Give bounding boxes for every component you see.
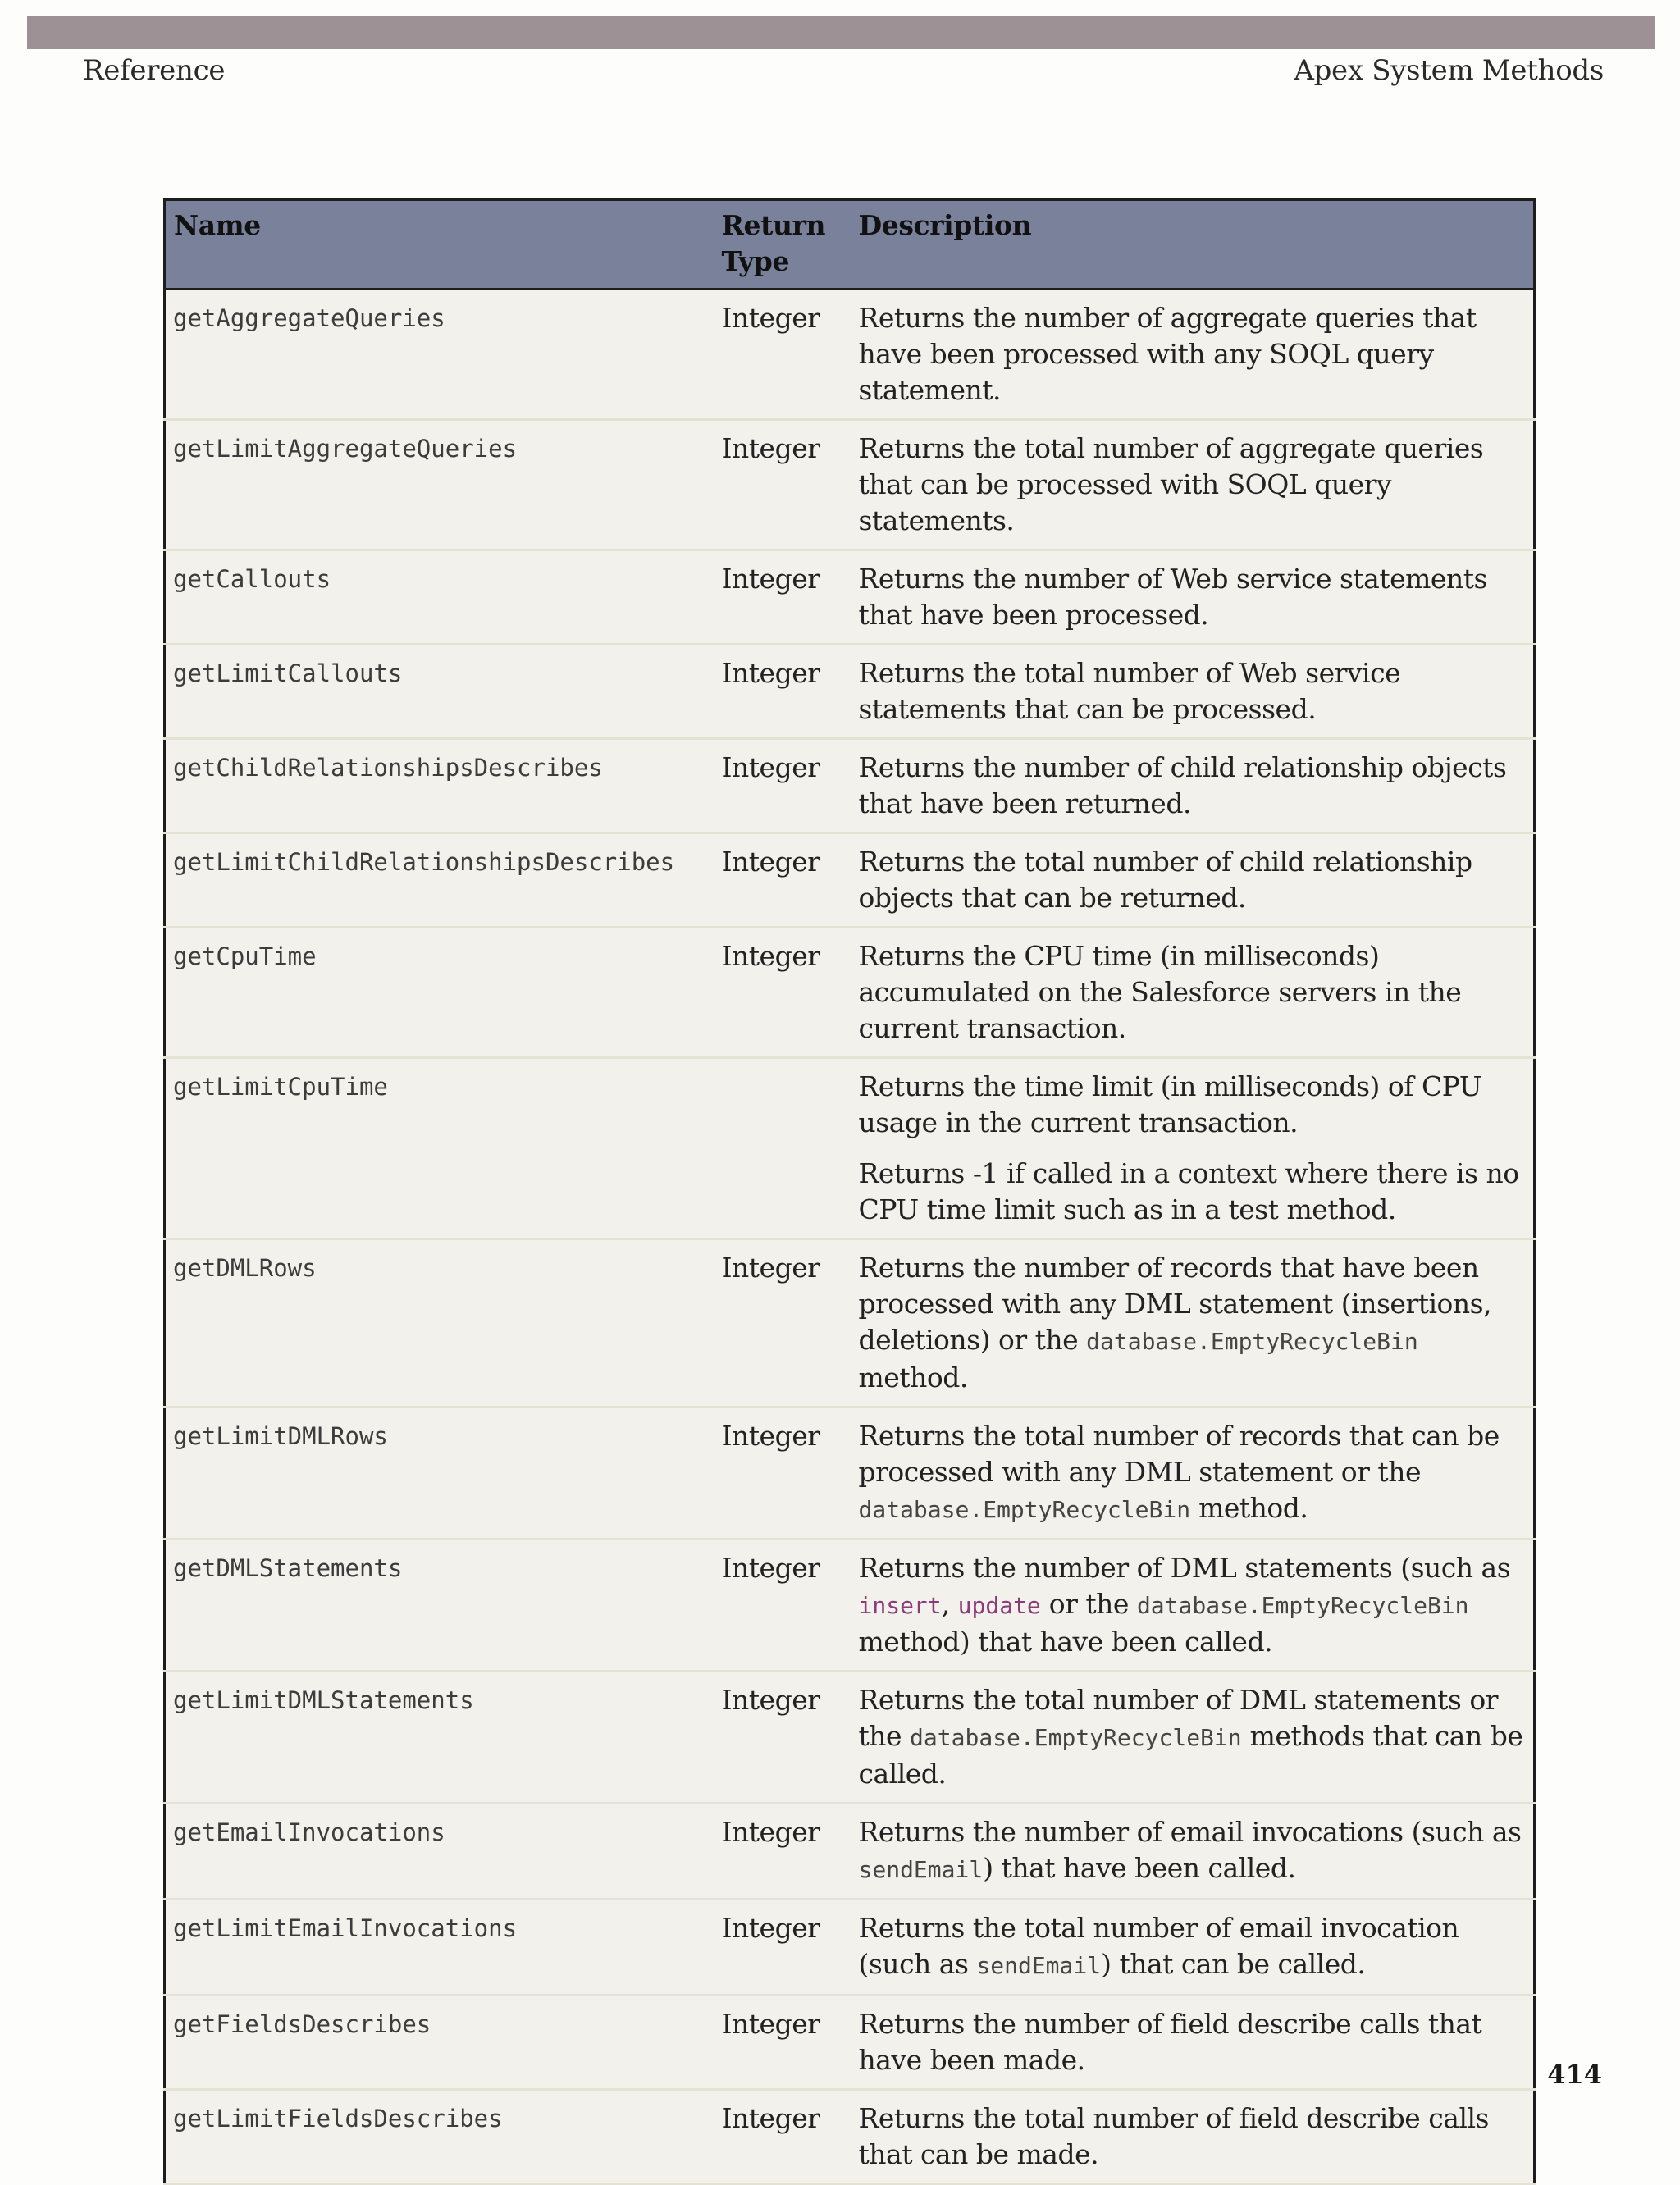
- keyword-insert: insert: [858, 1592, 942, 1619]
- description-paragraph-2: Returns -1 if called in a context where there is no CPU time limit such as in a test method.: [858, 1157, 1519, 1225]
- method-name: getEmailInvocations: [165, 1804, 714, 1900]
- method-description: Returns the CPU time (in milliseconds) accumulated on the Salesforce servers in the current transaction.: [851, 928, 1535, 1058]
- description-text: Returns the total number of DML statements or the: [858, 1684, 1498, 1752]
- return-type: Integer: [714, 833, 851, 928]
- method-description: [851, 1407, 1535, 1540]
- inline-code: database.EmptyRecycleBin: [858, 1496, 1191, 1523]
- description-text: method) that have been called.: [858, 1626, 1273, 1658]
- return-type: Integer: [714, 928, 851, 1058]
- table-row: [165, 1672, 1535, 1804]
- table-row: [165, 2090, 1535, 2184]
- header-description: Description: [851, 200, 1535, 290]
- running-head-left: Reference: [83, 54, 226, 87]
- inline-code: sendEmail: [858, 1856, 984, 1883]
- table-row: [165, 290, 1535, 420]
- running-head-right: Apex System Methods: [1294, 54, 1604, 87]
- description-text: ) that have been called.: [983, 1852, 1296, 1884]
- method-name: getFieldsDescribes: [165, 1996, 714, 2090]
- method-description: Returns the total number of Web service statements that can be processed.: [851, 645, 1535, 739]
- method-name: getLimitAggregateQueries: [165, 420, 714, 550]
- return-type: Integer: [714, 420, 851, 550]
- method-description: [851, 1804, 1535, 1900]
- table-row: [165, 928, 1535, 1058]
- method-description: [851, 1058, 1535, 1239]
- table-row: [165, 1239, 1535, 1407]
- description-text: or the: [1040, 1588, 1137, 1620]
- description-text: ) that can be called.: [1101, 1948, 1366, 1980]
- return-type: [714, 1058, 851, 1239]
- return-type: Integer: [714, 1900, 851, 1996]
- method-description: Returns the number of child relationship objects that have been returned.: [851, 739, 1535, 833]
- method-name: getChildRelationshipsDescribes: [165, 739, 714, 833]
- inline-code: database.EmptyRecycleBin: [910, 1724, 1242, 1751]
- method-description: [851, 1540, 1535, 1672]
- description-text: Returns the number of email invocations (such as: [858, 1816, 1522, 1848]
- top-color-bar: [27, 16, 1655, 49]
- method-description: Returns the total number of child relationship objects that can be returned.: [851, 833, 1535, 928]
- method-name: getCallouts: [165, 550, 714, 645]
- header-return-type: [714, 200, 851, 290]
- table-row: [165, 1058, 1535, 1239]
- table-row: [165, 739, 1535, 833]
- return-type: Integer: [714, 1239, 851, 1407]
- table-row: [165, 833, 1535, 928]
- inline-code: database.EmptyRecycleBin: [1086, 1328, 1418, 1355]
- return-type: Integer: [714, 645, 851, 739]
- table-row: [165, 1407, 1535, 1540]
- method-description: Returns the number of Web service statements that have been processed.: [851, 550, 1535, 645]
- table-row: [165, 1804, 1535, 1900]
- method-name: getLimitEmailInvocations: [165, 1900, 714, 1996]
- method-name: getAggregateQueries: [165, 290, 714, 420]
- table-row: [165, 645, 1535, 739]
- method-name: getLimitCallouts: [165, 645, 714, 739]
- method-description: Returns the number of field describe calls that have been made.: [851, 1996, 1535, 2090]
- description-text: Returns the number of DML statements (such as: [858, 1552, 1511, 1584]
- table-row: [165, 1996, 1535, 2090]
- method-description: Returns the total number of aggregate queries that can be processed with SOQL query statements.: [851, 420, 1535, 550]
- method-description: [851, 1672, 1535, 1804]
- keyword-update: update: [957, 1592, 1041, 1619]
- table-row: [165, 420, 1535, 550]
- method-description: Returns the number of aggregate queries that have been processed with any SOQL query statement.: [851, 290, 1535, 420]
- page-number: 414: [1547, 2059, 1602, 2090]
- inline-code: sendEmail: [976, 1952, 1102, 1979]
- description-text: method.: [858, 1362, 968, 1394]
- method-name: getLimitCpuTime: [165, 1058, 714, 1239]
- description-text: Returns the total number of records that can be processed with any DML statement or the: [858, 1420, 1500, 1488]
- method-name: getLimitChildRelationshipsDescribes: [165, 833, 714, 928]
- method-name: getLimitFieldsDescribes: [165, 2090, 714, 2184]
- table-row: [165, 550, 1535, 645]
- return-type: Integer: [714, 550, 851, 645]
- description-text: ,: [941, 1588, 958, 1620]
- limits-methods-table: [163, 198, 1536, 2185]
- return-type: Integer: [714, 290, 851, 420]
- method-description: [851, 1900, 1535, 1996]
- return-type: Integer: [714, 1804, 851, 1900]
- table-row: [165, 1900, 1535, 1996]
- method-name: getCpuTime: [165, 928, 714, 1058]
- return-type: Integer: [714, 1996, 851, 2090]
- method-name: getLimitDMLRows: [165, 1407, 714, 1540]
- header-return-type-line1: Return: [721, 209, 826, 241]
- return-type: Integer: [714, 1540, 851, 1672]
- table-row: [165, 1540, 1535, 1672]
- description-paragraph: Returns the time limit (in milliseconds) of CPU usage in the current transaction.: [858, 1070, 1482, 1138]
- return-type: Integer: [714, 1407, 851, 1540]
- description-text: Returns the total number of email invocation (such as: [858, 1912, 1459, 1980]
- inline-code: database.EmptyRecycleBin: [1136, 1592, 1469, 1619]
- method-table-container: [163, 198, 1536, 2185]
- description-text: method.: [1190, 1492, 1308, 1524]
- method-description: Returns the total number of field describe calls that can be made.: [851, 2090, 1535, 2184]
- method-name: getLimitDMLStatements: [165, 1672, 714, 1804]
- description-text: methods that can be called.: [858, 1720, 1523, 1790]
- description-text: Returns the number of records that have been processed with any DML statement (insertions, deletions) or the: [858, 1252, 1492, 1356]
- return-type: Integer: [714, 739, 851, 833]
- return-type: Integer: [714, 2090, 851, 2184]
- table-header-row: [165, 200, 1535, 290]
- method-name: getDMLRows: [165, 1239, 714, 1407]
- method-name: getDMLStatements: [165, 1540, 714, 1672]
- method-description: [851, 1239, 1535, 1407]
- header-return-type-line2: Type: [721, 245, 790, 277]
- header-name: Name: [165, 200, 714, 290]
- return-type: Integer: [714, 1672, 851, 1804]
